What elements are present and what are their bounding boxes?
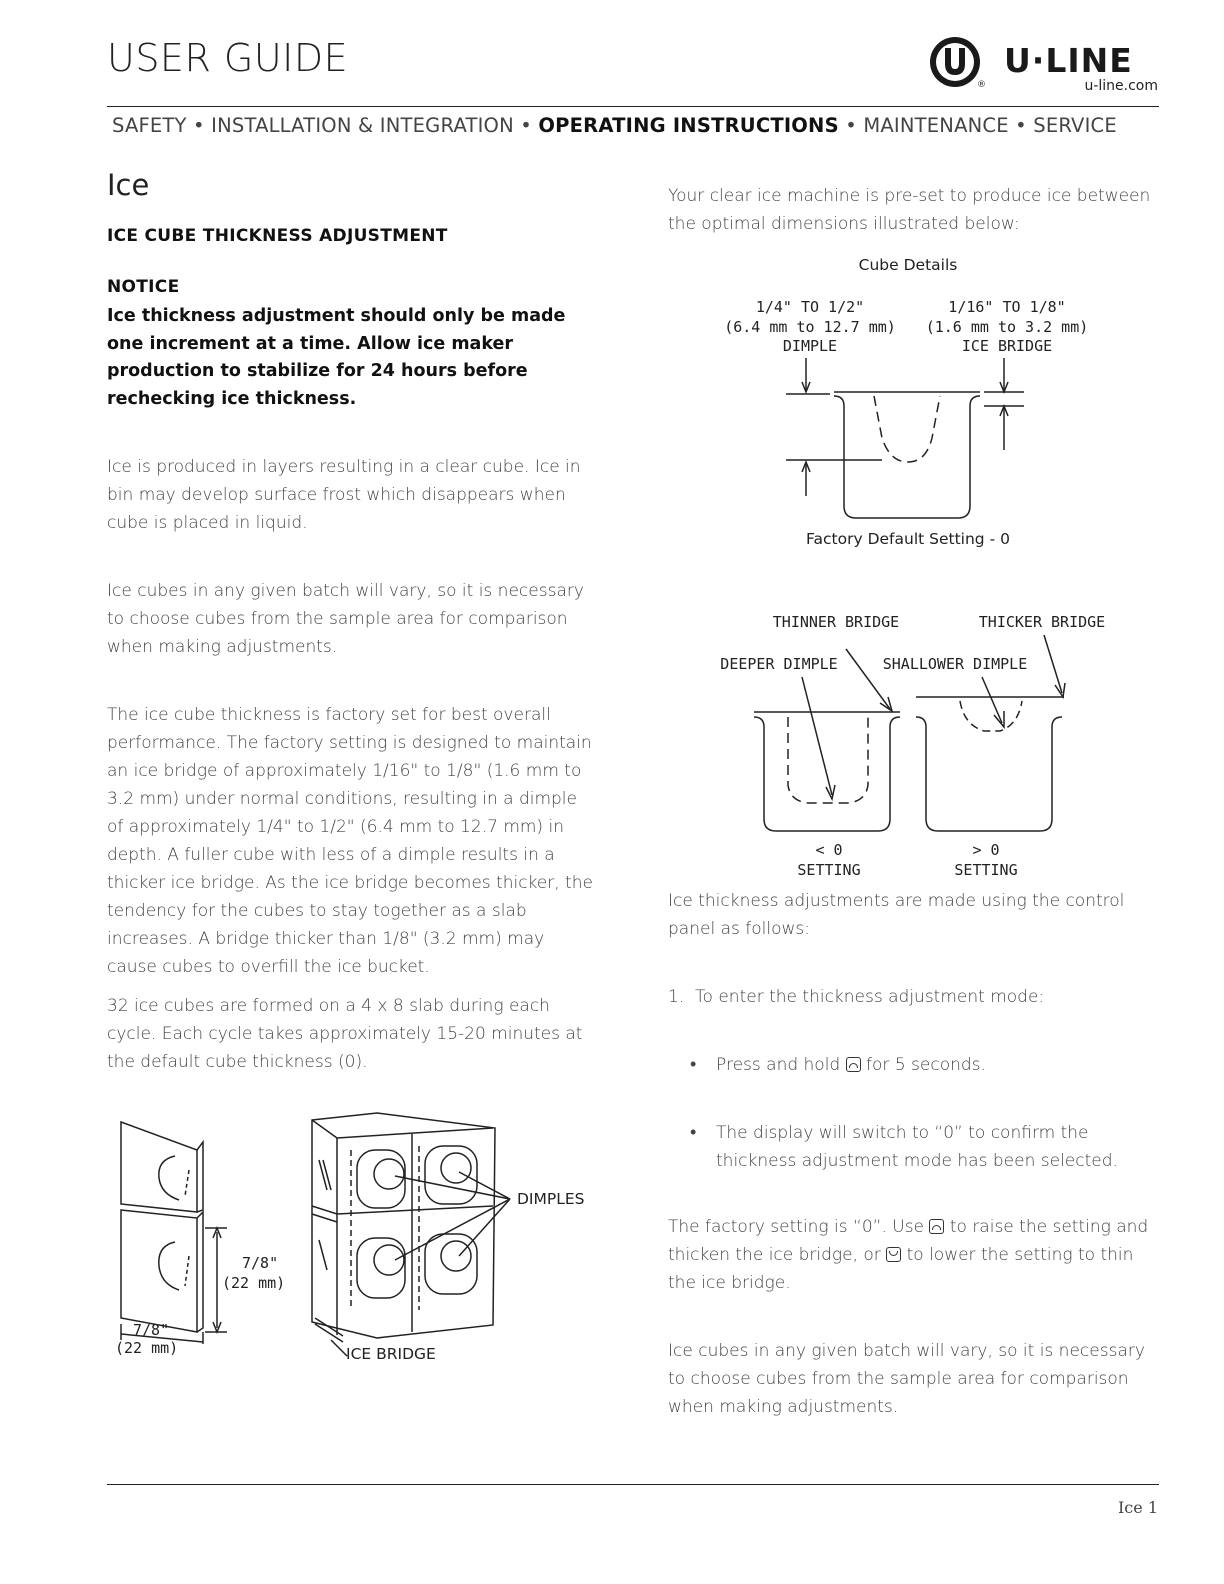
greater-setting-word: SETTING [954,861,1018,879]
website-url[interactable]: u-line.com [1084,78,1158,94]
paragraph-batch: Ice cubes in any given batch will vary, so it is necessary to choose cubes from the sample area for comparison when making adjustments. [107,581,584,657]
page-heading: Ice [107,168,150,202]
less-setting-word: SETTING [797,861,861,879]
slab-height-fraction: 7/8" [242,1254,279,1272]
notice-heading: NOTICE [107,277,180,297]
step-1-number: 1. [668,987,685,1007]
paragraph-layers: Ice is produced in layers resulting in a clear cube. Ice in bin may develop surface frost which disappears when cube is placed in liquid. [107,457,581,533]
nav-installation[interactable]: INSTALLATION & INTEGRATION [211,114,514,137]
section-heading: ICE CUBE THICKNESS ADJUSTMENT [107,226,448,246]
nav-separator: • [845,114,857,137]
paragraph-factory-setting [668,1213,1160,1297]
nav-separator: • [1015,114,1027,137]
page-number: Ice 1 [1117,1498,1158,1517]
thinner-bridge-label: THINNER BRIDGE [772,613,900,631]
document-title: USER GUIDE [107,36,349,80]
nav-service[interactable]: SERVICE [1033,114,1117,137]
down-button-icon [886,1247,901,1262]
cube-details-title: Cube Details [858,256,958,274]
ice-bridge-label: ICE BRIDGE [346,1345,436,1363]
slab-width-mm: (22 mm) [115,1339,179,1357]
factory-text-2: to raise the setting and thicken the ice bridge, or [668,1217,1149,1265]
nav-separator: • [193,114,205,137]
bullet-press-hold [668,1051,1160,1079]
nav-maintenance[interactable]: MAINTENANCE [863,114,1009,137]
factory-text-3: to lower the setting to thin the ice bridge. [668,1245,1134,1293]
greater-than-zero-value: > 0 [972,841,1000,859]
setting-comparison-figure [668,605,1160,885]
up-button-icon [846,1057,861,1072]
paragraph-cycle: 32 ice cubes are formed on a 4 x 8 slab during each cycle. Each cycle takes approximately 15-20 minutes at the default cube thickness (0). [107,996,583,1072]
cube-details-figure [668,250,1160,560]
paragraph-adjust: Ice thickness adjustments are made using the control panel as follows: [668,891,1125,939]
brand-wordmark: U·LINE [1004,41,1133,80]
notice-body: Ice thickness adjustment should only be made one increment at a time. Allow ice maker production to stabilize for 24 hours before rechecking ice thickness. [107,306,566,409]
nav-separator: • [520,114,532,137]
deeper-dimple-label: DEEPER DIMPLE [720,655,838,673]
header-divider [107,106,1159,107]
up-button-icon [929,1219,944,1234]
nav-safety[interactable]: SAFETY [112,114,187,137]
step-1 [668,983,1160,1011]
dimple-range: 1/4" TO 1/2" [755,298,865,316]
footer-divider [107,1484,1159,1485]
bullet-press-hold-post: for 5 seconds. [866,1055,986,1075]
right-column [668,182,1160,238]
registered-mark: ® [977,80,986,90]
factory-text-1: The factory setting is “0”. Use [668,1217,925,1237]
bullet-press-hold-pre: Press and hold [716,1055,841,1075]
bridge-label: ICE BRIDGE [961,337,1053,355]
left-column [107,168,597,1076]
ice-slab-figure [107,1110,597,1370]
step-1-text: To enter the thickness adjustment mode: [695,987,1045,1007]
dimple-label: DIMPLE [782,337,838,355]
bullet-display: • The display will switch to “0” to confirm the thickness adjustment mode has been selected. [668,1119,1160,1175]
paragraph-factory-set: The ice cube thickness is factory set for best overall performance. The factory setting is designed to maintain an ice bridge of approximately 1/16" to 1/8" (1.6 mm to 3.2 mm) under normal conditions, resulting in a dimple of approximately 1/4" to 1/2" (6.4 mm to 12.7 mm) in depth. A fuller cube with less of a dimple results in a thicker ice bridge. As the ice bridge becomes thicker, the tendency for the cubes to stay together as a slab increases. A bridge thicker than 1/8" (3.2 mm) may cause cubes to overfill the ice bucket. [107,705,593,977]
bridge-range: 1/16" TO 1/8" [948,298,1066,316]
paragraph-intro: Your clear ice machine is pre-set to produce ice between the optimal dimensions illustrated below: [668,186,1151,234]
right-column-instructions [668,887,1160,1421]
nav-operating-instructions[interactable]: OPERATING INSTRUCTIONS [538,114,839,137]
slab-width-fraction: 7/8" [133,1321,170,1339]
dimple-mm: (6.4 mm to 12.7 mm) [724,318,896,336]
thicker-bridge-label: THICKER BRIDGE [978,613,1106,631]
dimples-label: DIMPLES [517,1190,585,1208]
shallower-dimple-label: SHALLOWER DIMPLE [882,655,1028,673]
less-than-zero-value: < 0 [815,841,843,859]
paragraph-batch-repeat: Ice cubes in any given batch will vary, so it is necessary to choose cubes from the sample area for comparison when making adjustments. [668,1341,1145,1417]
factory-default-caption: Factory Default Setting - 0 [806,530,1010,548]
bridge-mm: (1.6 mm to 3.2 mm) [925,318,1089,336]
section-nav [112,114,1117,137]
slab-height-mm: (22 mm) [222,1274,286,1292]
